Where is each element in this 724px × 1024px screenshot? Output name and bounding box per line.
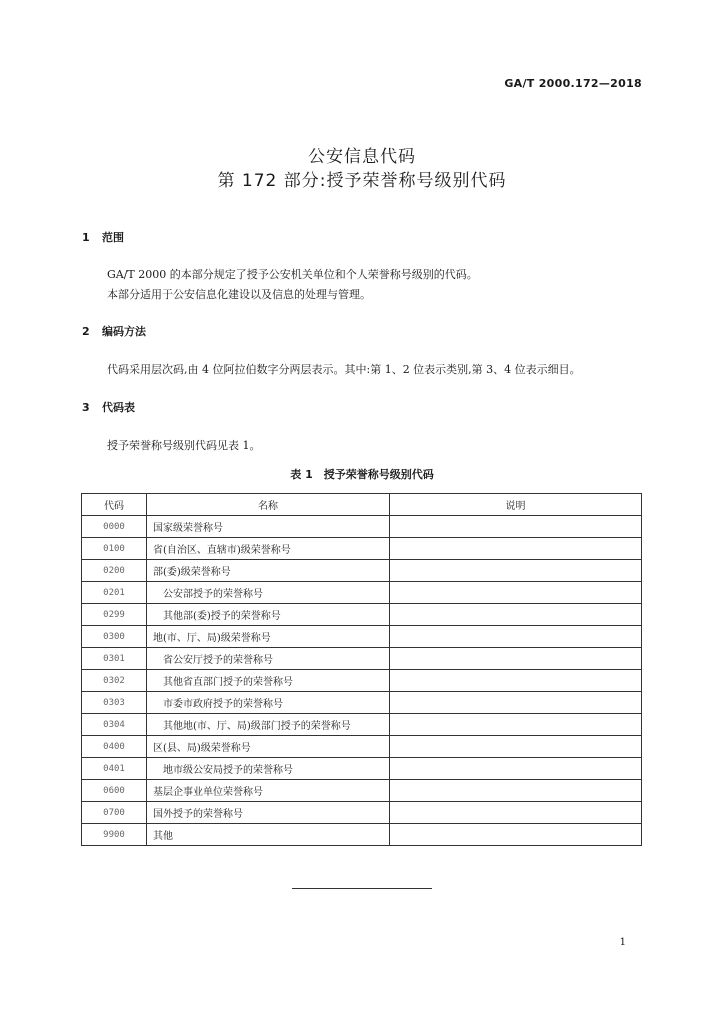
table-row xyxy=(82,648,642,670)
cell-code: 0304 xyxy=(82,714,147,736)
paragraph: GA/T 2000 的本部分规定了授予公安机关单位和个人荣誉称号级别的代码。 xyxy=(107,268,478,281)
section-heading-scope xyxy=(82,229,124,245)
column-header-name: 名称 xyxy=(147,494,390,516)
cell-name: 其他地(市、厅、局)级部门授予的荣誉称号 xyxy=(147,714,390,736)
section-number: 2 xyxy=(82,325,90,338)
cell-code: 0303 xyxy=(82,692,147,714)
section-title: 范围 xyxy=(102,231,124,244)
cell-code: 0100 xyxy=(82,538,147,560)
table-row xyxy=(82,560,642,582)
cell-code: 0300 xyxy=(82,626,147,648)
cell-name: 基层企事业单位荣誉称号 xyxy=(147,780,390,802)
column-header-code: 代码 xyxy=(82,494,147,516)
cell-note xyxy=(390,802,642,824)
standard-number: GA/T 2000.172—2018 xyxy=(504,77,642,90)
cell-note xyxy=(390,648,642,670)
table-row xyxy=(82,604,642,626)
cell-code: 0301 xyxy=(82,648,147,670)
cell-code: 0000 xyxy=(82,516,147,538)
cell-name: 地(市、厅、局)级荣誉称号 xyxy=(147,626,390,648)
cell-note xyxy=(390,604,642,626)
cell-note xyxy=(390,780,642,802)
cell-name: 其他省直部门授予的荣誉称号 xyxy=(147,670,390,692)
document-title: 公安信息代码 xyxy=(308,147,416,167)
cell-name: 公安部授予的荣誉称号 xyxy=(147,582,390,604)
cell-note xyxy=(390,714,642,736)
cell-name: 省公安厅授予的荣誉称号 xyxy=(147,648,390,670)
table-row xyxy=(82,802,642,824)
code-table xyxy=(81,493,642,846)
section-title: 编码方法 xyxy=(102,325,146,338)
table-row xyxy=(82,736,642,758)
table-row xyxy=(82,538,642,560)
table-row xyxy=(82,516,642,538)
cell-note xyxy=(390,758,642,780)
section-number: 1 xyxy=(82,231,90,244)
document-subtitle: 第 172 部分:授予荣誉称号级别代码 xyxy=(217,171,507,191)
section-number: 3 xyxy=(82,401,90,414)
cell-name: 国外授予的荣誉称号 xyxy=(147,802,390,824)
table-row xyxy=(82,582,642,604)
paragraph: 代码采用层次码,由 4 位阿拉伯数字分两层表示。其中:第 1、2 位表示类别,第 3、4 位表示细目。 xyxy=(107,363,581,376)
table-row xyxy=(82,758,642,780)
cell-code: 0700 xyxy=(82,802,147,824)
cell-code: 0200 xyxy=(82,560,147,582)
cell-code: 0401 xyxy=(82,758,147,780)
table-body xyxy=(82,516,642,846)
column-header-note: 说明 xyxy=(390,494,642,516)
table-row xyxy=(82,670,642,692)
table-header-row xyxy=(82,494,642,516)
cell-code: 0201 xyxy=(82,582,147,604)
table-caption: 表 1 授予荣誉称号级别代码 xyxy=(290,468,434,481)
cell-note xyxy=(390,626,642,648)
cell-note xyxy=(390,670,642,692)
cell-name: 区(县、局)级荣誉称号 xyxy=(147,736,390,758)
cell-note xyxy=(390,538,642,560)
cell-name: 市委市政府授予的荣誉称号 xyxy=(147,692,390,714)
cell-note xyxy=(390,824,642,846)
cell-name: 地市级公安局授予的荣誉称号 xyxy=(147,758,390,780)
table-row xyxy=(82,692,642,714)
cell-note xyxy=(390,516,642,538)
cell-code: 0302 xyxy=(82,670,147,692)
paragraph: 本部分适用于公安信息化建设以及信息的处理与管理。 xyxy=(107,288,371,301)
page-number: 1 xyxy=(619,937,626,948)
section-heading-coding-method xyxy=(82,323,146,339)
cell-code: 0400 xyxy=(82,736,147,758)
cell-name: 部(委)级荣誉称号 xyxy=(147,560,390,582)
table-row xyxy=(82,626,642,648)
cell-code: 9900 xyxy=(82,824,147,846)
cell-note xyxy=(390,582,642,604)
table-row xyxy=(82,780,642,802)
cell-note xyxy=(390,692,642,714)
section-title: 代码表 xyxy=(102,401,135,414)
cell-name: 其他部(委)授予的荣誉称号 xyxy=(147,604,390,626)
section-heading-code-table xyxy=(82,399,135,415)
table-row xyxy=(82,714,642,736)
cell-note xyxy=(390,736,642,758)
cell-code: 0600 xyxy=(82,780,147,802)
cell-code: 0299 xyxy=(82,604,147,626)
footer-rule xyxy=(292,888,432,889)
table-row xyxy=(82,824,642,846)
cell-note xyxy=(390,560,642,582)
cell-name: 国家级荣誉称号 xyxy=(147,516,390,538)
cell-name: 省(自治区、直辖市)级荣誉称号 xyxy=(147,538,390,560)
cell-name: 其他 xyxy=(147,824,390,846)
paragraph: 授予荣誉称号级别代码见表 1。 xyxy=(107,439,261,452)
